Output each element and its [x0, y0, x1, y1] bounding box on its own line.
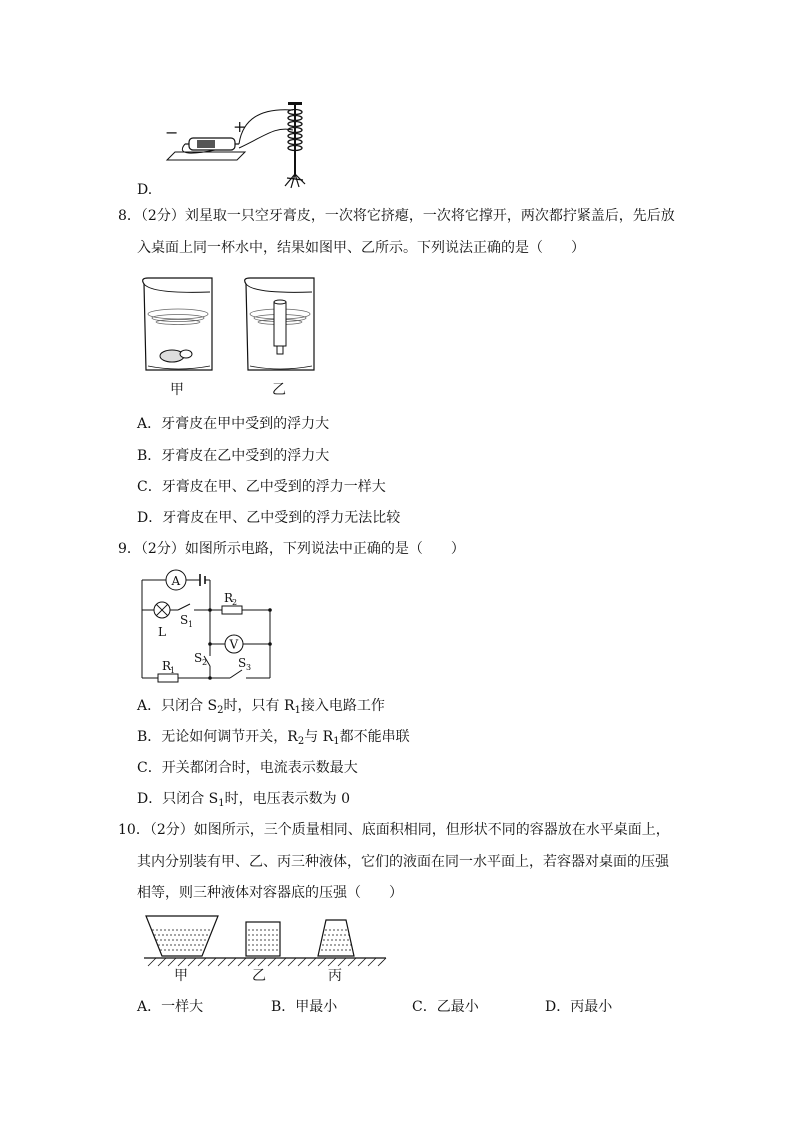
q8-option-a[interactable]: A．牙膏皮在甲中受到的浮力大 — [137, 416, 330, 432]
ammeter-label: A — [171, 574, 181, 588]
q10-fig-label-a: 甲 — [174, 968, 188, 984]
s3-subscript: 3 — [246, 663, 252, 672]
container-c — [318, 920, 354, 956]
battery-plus-sign: + — [233, 117, 247, 136]
q9-circuit-diagram — [138, 568, 278, 686]
s1-label: S — [180, 613, 189, 627]
q10-option-a[interactable]: A．一样大 — [137, 999, 204, 1015]
q7-option-d-figure — [155, 96, 325, 192]
q10-stem-line3: 相等，则三种液体对容器底的压强（ ） — [137, 885, 403, 901]
resistor-r1-icon — [158, 674, 178, 682]
q8-option-c[interactable]: C．牙膏皮在甲、乙中受到的浮力一样大 — [137, 479, 386, 495]
q9-option-b[interactable] — [137, 727, 410, 749]
q8-beakers-figure — [138, 274, 328, 400]
beaker-b — [245, 278, 314, 370]
q9-option-a-part1: A．只闭合 S — [137, 698, 218, 714]
q10-fig-label-b: 乙 — [252, 968, 266, 984]
q9-option-b-part3: 都不能串联 — [339, 729, 410, 745]
q9-stem: 9．（2分）如图所示电路，下列说法中正确的是（ ） — [118, 541, 465, 557]
s3-label: S — [238, 656, 247, 670]
q9-option-d-part1: D．只闭合 S — [137, 791, 219, 807]
r1-label: R — [162, 659, 172, 673]
q9-option-d-sub1: 1 — [218, 798, 225, 809]
q10-stem-line2: 其内分别装有甲、乙、丙三种液体，它们的液面在同一水平面上，若容器对桌面的压强 — [137, 854, 669, 870]
r2-label: R — [224, 591, 234, 605]
battery-minus-sign: − — [165, 123, 179, 142]
q10-option-d[interactable]: D．丙最小 — [545, 999, 613, 1015]
r1-subscript: 1 — [170, 666, 176, 675]
q9-option-a-sub1: 2 — [217, 705, 224, 716]
q9-option-a-sub2: 1 — [294, 705, 301, 716]
q9-option-b-part1: B．无论如何调节开关，R — [137, 729, 298, 745]
r2-subscript: 2 — [232, 598, 238, 607]
q8-stem-line2: 入桌面上同一杯水中，结果如图甲、乙所示。下列说法正确的是（ ） — [137, 240, 585, 256]
q7-option-d-label: D. — [137, 182, 153, 198]
q9-option-a[interactable] — [137, 696, 385, 718]
q10-containers-figure — [142, 912, 392, 974]
electromagnet-battery-figure — [155, 96, 325, 192]
s2-subscript: 2 — [202, 658, 208, 667]
q9-option-d-part2: 时，电压表示数为 0 — [224, 791, 350, 807]
q8-option-d[interactable]: D．牙膏皮在甲、乙中受到的浮力无法比较 — [137, 510, 401, 526]
q9-option-b-sub1: 2 — [297, 736, 305, 747]
container-b — [246, 922, 280, 956]
s2-label: S — [194, 651, 203, 665]
q8-fig-label-b: 乙 — [272, 382, 286, 398]
lamp-label: L — [158, 625, 166, 639]
q8-stem-line1: 8．（2分）刘星取一只空牙膏皮，一次将它挤瘪，一次将它撑开，两次都拧紧盖后，先后放 — [118, 208, 675, 224]
q10-stem-line1: 10．（2分）如图所示，三个质量相同、底面积相同，但形状不同的容器放在水平桌面上， — [118, 822, 670, 838]
q10-fig-label-c: 丙 — [328, 968, 342, 984]
q9-option-c[interactable] — [137, 758, 358, 778]
voltmeter-label: V — [229, 637, 239, 652]
q9-option-a-part3: 接入电路工作 — [300, 698, 385, 714]
q8-fig-label-a: 甲 — [170, 382, 184, 398]
q9-option-c-part1: C．开关都闭合时，电流表示数最大 — [137, 760, 358, 776]
q9-option-b-sub2: 1 — [333, 736, 340, 747]
q9-option-d[interactable] — [137, 789, 350, 811]
q10-option-b[interactable]: B．甲最小 — [271, 999, 338, 1015]
container-a — [146, 916, 218, 956]
q8-option-b[interactable]: B．牙膏皮在乙中受到的浮力大 — [137, 448, 330, 464]
resistor-r2-icon — [222, 606, 242, 614]
q9-option-b-part2: 与 R — [304, 729, 334, 745]
q10-option-c[interactable]: C．乙最小 — [412, 999, 479, 1015]
s1-subscript: 1 — [188, 620, 194, 629]
beaker-a — [143, 278, 212, 370]
q9-option-a-part2: 时，只有 R — [223, 698, 295, 714]
